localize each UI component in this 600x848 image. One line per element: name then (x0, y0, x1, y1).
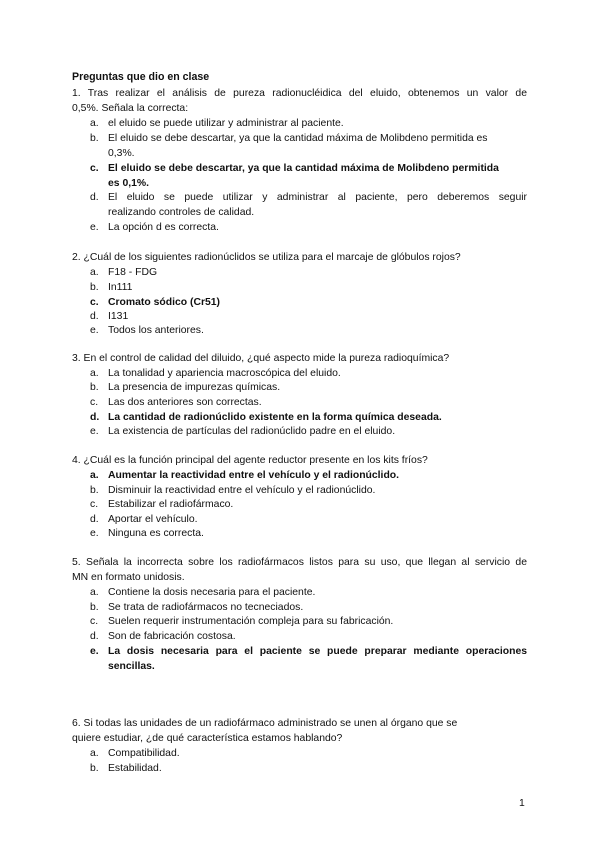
option-text: I131 (108, 311, 129, 322)
question-6-line-1: 6. Si todas las unidades de un radiofármaco administrado se unen al órgano que se (72, 718, 458, 729)
option-letter: d. (90, 412, 100, 423)
option-text: La opción d es correcta. (108, 222, 219, 233)
option-text: Las dos anteriores son correctas. (108, 397, 262, 408)
option-letter: a. (90, 368, 99, 379)
question-3-line-1: 3. En el control de calidad del diluido, ¿qué aspecto mide la pureza radioquímica? (72, 353, 450, 364)
option-text: Compatibilidad. (108, 748, 180, 759)
option-text: El eluido se debe descartar, ya que la cantidad máxima de Molibdeno permitida es (108, 133, 488, 144)
option-text: La cantidad de radionúclido existente en la forma química deseada. (108, 412, 442, 423)
option-letter: a. (90, 118, 99, 129)
option-text: Estabilizar el radiofármaco. (108, 499, 234, 510)
question-5-option-e-continuation: sencillas. (108, 661, 155, 672)
option-text: Suelen requerir instrumentación compleja para su fabricación. (108, 616, 394, 627)
option-letter: e. (90, 646, 99, 657)
question-5-line-2: MN en formato unidosis. (72, 572, 185, 583)
question-1-option-b-continuation: 0,3%. (108, 148, 135, 159)
option-text: In111 (108, 282, 133, 293)
option-text: La presencia de impurezas químicas. (108, 382, 281, 393)
option-letter: b. (90, 282, 99, 293)
option-text: Contiene la dosis necesaria para el paciente. (108, 587, 316, 598)
question-6-line-2: quiere estudiar, ¿de qué característica estamos hablando? (72, 733, 343, 744)
option-letter: a. (90, 748, 99, 759)
option-letter: b. (90, 602, 99, 613)
option-letter: c. (90, 297, 99, 308)
option-text: Ninguna es correcta. (108, 528, 204, 539)
option-letter: b. (90, 763, 99, 774)
question-5-line-1: 5. Señala la incorrecta sobre los radiofármacos listos para su uso, que llegan al servicio de (72, 557, 527, 568)
option-letter: d. (90, 311, 99, 322)
option-text: La dosis necesaria para el paciente se puede preparar mediante operaciones (108, 646, 527, 657)
question-2-line-1: 2. ¿Cuál de los siguientes radionúclidos se utiliza para el marcaje de glóbulos rojos? (72, 252, 461, 263)
option-text: La tonalidad y apariencia macroscópica del eluido. (108, 368, 341, 379)
option-text: F18 - FDG (108, 267, 158, 278)
option-letter: d. (90, 631, 99, 642)
option-text: Aportar el vehículo. (108, 514, 198, 525)
question-1-option-c-continuation: es 0,1%. (108, 178, 150, 189)
option-letter: b. (90, 382, 99, 393)
option-letter: e. (90, 426, 99, 437)
option-letter: c. (90, 616, 99, 627)
option-text: El eluido se puede utilizar y administrar al paciente, pero deberemos seguir (108, 192, 527, 203)
page-number: 1 (519, 798, 525, 809)
question-4-line-1: 4. ¿Cuál es la función principal del agente reductor presente en los kits fríos? (72, 455, 428, 466)
option-text: el eluido se puede utilizar y administrar al paciente. (108, 118, 344, 129)
option-letter: c. (90, 499, 99, 510)
option-text: Cromato sódico (Cr51) (108, 297, 221, 308)
option-letter: e. (90, 325, 99, 336)
option-letter: e. (90, 222, 99, 233)
page-title: Preguntas que dio en clase (72, 71, 210, 83)
question-1-line-1: 1. Tras realizar el análisis de pureza radionucléidica del eluido, obtenemos un valor de (72, 88, 527, 99)
option-letter: a. (90, 587, 99, 598)
option-text: Se trata de radiofármacos no tecneciados. (108, 602, 304, 613)
option-letter: c. (90, 163, 99, 174)
option-letter: e. (90, 528, 99, 539)
option-text: Son de fabricación costosa. (108, 631, 236, 642)
option-text: Todos los anteriores. (108, 325, 204, 336)
option-text: El eluido se debe descartar, ya que la cantidad máxima de Molibdeno permitida (108, 163, 499, 174)
option-letter: a. (90, 267, 99, 278)
option-text: Estabilidad. (108, 763, 162, 774)
option-letter: d. (90, 514, 99, 525)
option-letter: a. (90, 470, 99, 481)
option-text: Aumentar la reactividad entre el vehículo y el radionúclido. (108, 470, 400, 481)
option-letter: b. (90, 133, 99, 144)
option-letter: b. (90, 485, 99, 496)
option-text: Disminuir la reactividad entre el vehículo y el radionúclido. (108, 485, 376, 496)
option-letter: c. (90, 397, 99, 408)
option-letter: d. (90, 192, 99, 203)
question-1-line-2: 0,5%. Señala la correcta: (72, 103, 189, 114)
option-text: La existencia de partículas del radionúclido padre en el eluido. (108, 426, 396, 437)
question-1-option-d-continuation: realizando controles de calidad. (108, 207, 255, 218)
